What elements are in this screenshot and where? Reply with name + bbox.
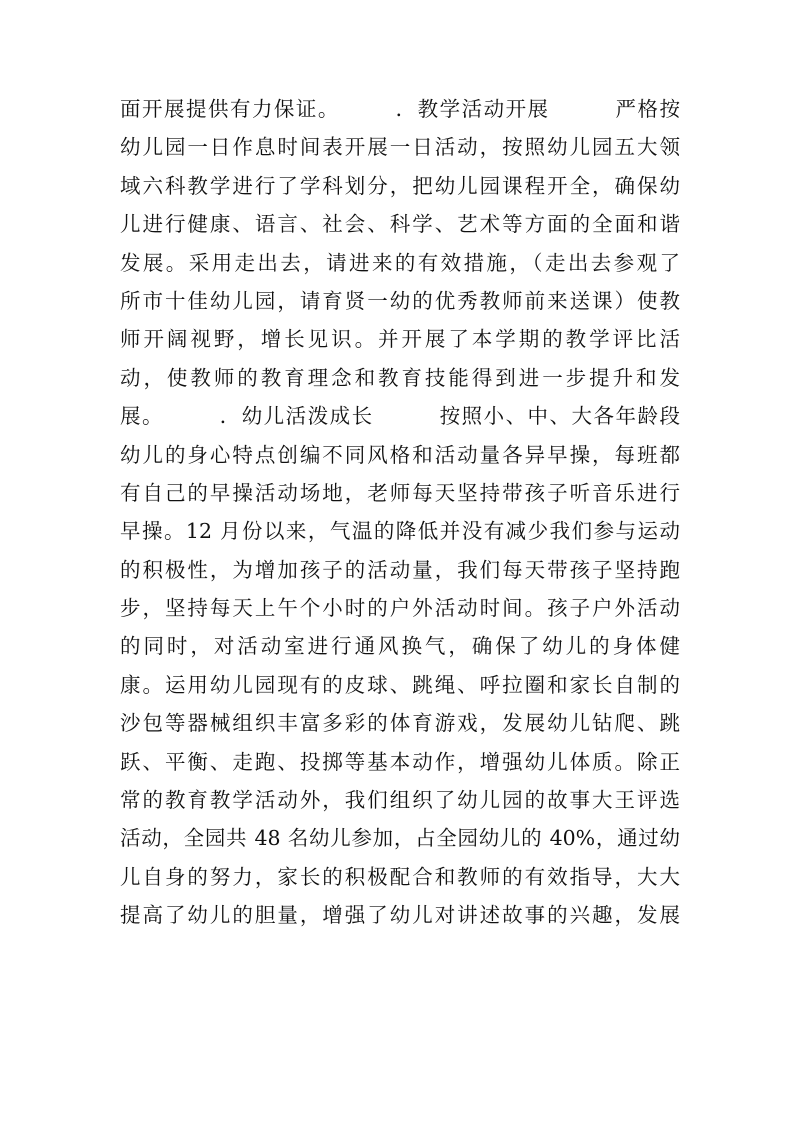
text-line: 提高了幼儿的胆量，增强了幼儿对讲述故事的兴趣，发展 (120, 903, 680, 928)
text-line: 幼儿的身心特点创编不同风格和活动量各异早操，每班都 (120, 442, 680, 467)
text-line: 的积极性，为增加孩子的活动量，我们每天带孩子坚持跑 (120, 557, 680, 582)
text-line: 的同时，对活动室进行通风换气，确保了幼儿的身体健 (120, 634, 680, 659)
text-line: 儿自身的努力，家长的积极配合和教师的有效指导，大大 (120, 864, 680, 889)
text-line: 跃、平衡、走跑、投掷等基本动作，增强幼儿体质。除正 (120, 749, 680, 774)
text-line: 面开展提供有力保证。 ．教学活动开展 严格按 (120, 97, 680, 121)
text-line: 域六科教学进行了学科划分，把幼儿园课程开全，确保幼 (120, 173, 680, 198)
text-line: 步，坚持每天上午个小时的户外活动时间。孩子户外活动 (120, 596, 680, 621)
text-line: 动，使教师的教育理念和教育技能得到进一步提升和发 (120, 365, 680, 390)
text-line: 幼儿园一日作息时间表开展一日活动，按照幼儿园五大领 (120, 135, 680, 160)
text-line: 康。运用幼儿园现有的皮球、跳绳、呼拉圈和家长自制的 (120, 672, 680, 697)
text-line: 发展。采用走出去，请进来的有效措施，（走出去参观了 (120, 250, 680, 275)
text-line: 早操。12 月份以来，气温的降低并没有减少我们参与运动 (120, 519, 680, 544)
text-line: 展。 ．幼儿活泼成长 按照小、中、大各年龄段 (120, 404, 680, 429)
text-line: 儿进行健康、语言、社会、科学、艺术等方面的全面和谐 (120, 212, 680, 237)
text-line: 常的教育教学活动外，我们组织了幼儿园的故事大王评选 (120, 788, 680, 813)
body-text (120, 90, 680, 935)
text-line: 所市十佳幼儿园，请育贤一幼的优秀教师前来送课）使教 (120, 288, 680, 313)
text-line: 沙包等器械组织丰富多彩的体育游戏，发展幼儿钻爬、跳 (120, 711, 680, 736)
text-line: 师开阔视野，增长见识。并开展了本学期的教学评比活 (120, 327, 680, 352)
text-line: 有自己的早操活动场地，老师每天坚持带孩子听音乐进行 (120, 480, 680, 505)
text-line: 活动，全园共 48 名幼儿参加，占全园幼儿的 40%，通过幼 (120, 826, 680, 851)
